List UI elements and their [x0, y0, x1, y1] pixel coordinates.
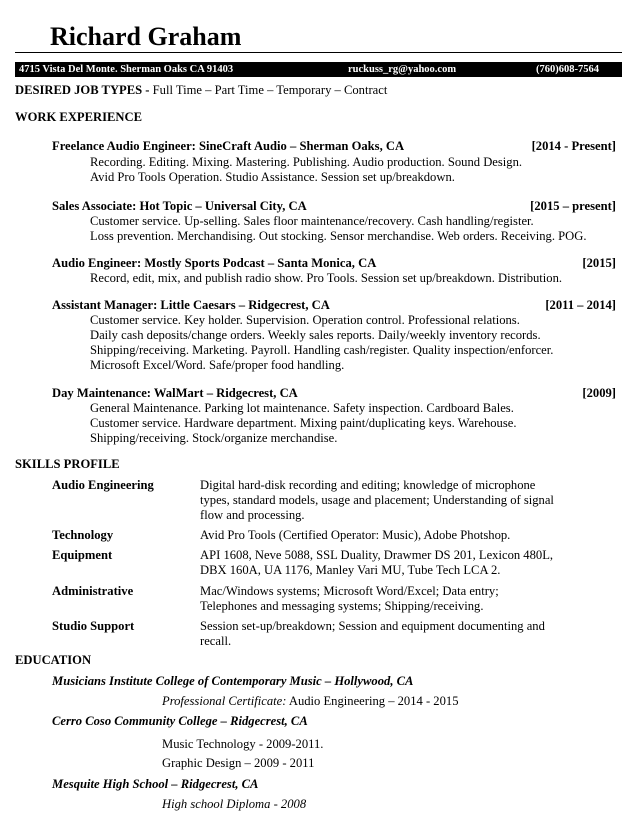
school-certificate — [162, 694, 459, 709]
job-detail-line: Shipping/receiving. Marketing. Payroll. Handling cash/register. Quality inspection/enforcer. — [90, 343, 554, 357]
job-title: Audio Engineer: Mostly Sports Podcast – Santa Monica, CA — [52, 256, 377, 270]
job-detail-line: Loss prevention. Merchandising. Out stocking. Sensor merchandise. Web orders. Receiving. POG. — [90, 229, 587, 243]
skill-line: DBX 160A, UA 1176, Manley Vari MU, Tube Tech LCA 2. — [200, 563, 501, 577]
job-date: [2014 - Present] — [531, 139, 616, 153]
job-date: [2009] — [582, 386, 616, 400]
skill-line: API 1608, Neve 5088, SSL Duality, Drawmer DS 201, Lexicon 480L, — [200, 548, 554, 562]
skill-label: Technology — [52, 528, 114, 542]
job-types-label: DESIRED JOB TYPES - — [15, 83, 150, 97]
contact-email: ruckuss_rg@yahoo.com — [348, 64, 457, 75]
desired-job-types — [15, 83, 387, 98]
section-heading-skills: SKILLS PROFILE — [15, 457, 120, 471]
school-name: Musicians Institute College of Contemporary Music – Hollywood, CA — [52, 674, 414, 688]
job-title: Assistant Manager: Little Caesars – Ridgecrest, CA — [52, 298, 330, 312]
contact-phone: (760)608-7564 — [536, 64, 599, 75]
job-title: Freelance Audio Engineer: SineCraft Audio – Sherman Oaks, CA — [52, 139, 405, 153]
school-diploma: High school Diploma - 2008 — [162, 797, 307, 811]
contact-bar — [15, 62, 622, 77]
job-detail-line: Customer service. Up-selling. Sales floor maintenance/recovery. Cash handling/register. — [90, 214, 534, 228]
candidate-name: Richard Graham — [50, 22, 242, 51]
skill-label: Studio Support — [52, 619, 135, 633]
skill-line: recall. — [200, 634, 232, 648]
job-detail-line: Customer service. Key holder. Supervision. Operation control. Professional relations. — [90, 313, 520, 327]
skill-label: Equipment — [52, 548, 113, 562]
school-course: Music Technology - 2009-2011. — [162, 737, 324, 751]
certificate-detail: Audio Engineering – 2014 - 2015 — [286, 694, 459, 708]
job-detail-line: Record, edit, mix, and publish radio show. Pro Tools. Session set up/breakdown. Distribution. — [90, 271, 563, 285]
job-detail-line: Shipping/receiving. Stock/organize merchandise. — [90, 431, 338, 445]
name-underline — [15, 52, 622, 53]
job-detail-line: General Maintenance. Parking lot maintenance. Safety inspection. Cardboard Bales. — [90, 401, 514, 415]
job-types-value: Full Time – Part Time – Temporary – Contract — [152, 83, 388, 97]
certificate-type: Professional Certificate: — [162, 694, 287, 708]
skill-line: Digital hard-disk recording and editing; knowledge of microphone — [200, 478, 536, 492]
school-name: Cerro Coso Community College – Ridgecrest, CA — [52, 714, 308, 728]
job-detail-line: Daily cash deposits/change orders. Weekly sales reports. Daily/weekly inventory records. — [90, 328, 541, 342]
job-detail-line: Avid Pro Tools Operation. Studio Assistance. Session set up/breakdown. — [90, 170, 455, 184]
job-date: [2015 – present] — [530, 199, 616, 213]
section-heading-education: EDUCATION — [15, 653, 92, 667]
contact-address: 4715 Vista Del Monte. Sherman Oaks CA 91403 — [19, 64, 234, 75]
school-course: Graphic Design – 2009 - 2011 — [162, 756, 315, 770]
job-detail-line: Recording. Editing. Mixing. Mastering. Publishing. Audio production. Sound Design. — [90, 155, 523, 169]
section-heading-work: WORK EXPERIENCE — [15, 110, 143, 124]
skill-line: types, standard models, usage and placement; Understanding of signal — [200, 493, 554, 507]
job-date: [2011 – 2014] — [545, 298, 616, 312]
skill-label: Audio Engineering — [52, 478, 154, 492]
job-date: [2015] — [582, 256, 616, 270]
job-title: Sales Associate: Hot Topic – Universal City, CA — [52, 199, 307, 213]
job-title: Day Maintenance: WalMart – Ridgecrest, CA — [52, 386, 298, 400]
skill-line: Avid Pro Tools (Certified Operator: Music), Adobe Photshop. — [200, 528, 511, 542]
skill-line: Telephones and messaging systems; Shipping/receiving. — [200, 599, 484, 613]
skill-line: flow and processing. — [200, 508, 305, 522]
skill-line: Mac/Windows systems; Microsoft Word/Excel; Data entry; — [200, 584, 499, 598]
job-detail-line: Customer service. Hardware department. Mixing paint/duplicating keys. Warehouse. — [90, 416, 517, 430]
skill-label: Administrative — [52, 584, 134, 598]
skill-line: Session set-up/breakdown; Session and equipment documenting and — [200, 619, 545, 633]
job-detail-line: Microsoft Excel/Word. Safe/proper food handling. — [90, 358, 345, 372]
school-name: Mesquite High School – Ridgecrest, CA — [52, 777, 259, 791]
